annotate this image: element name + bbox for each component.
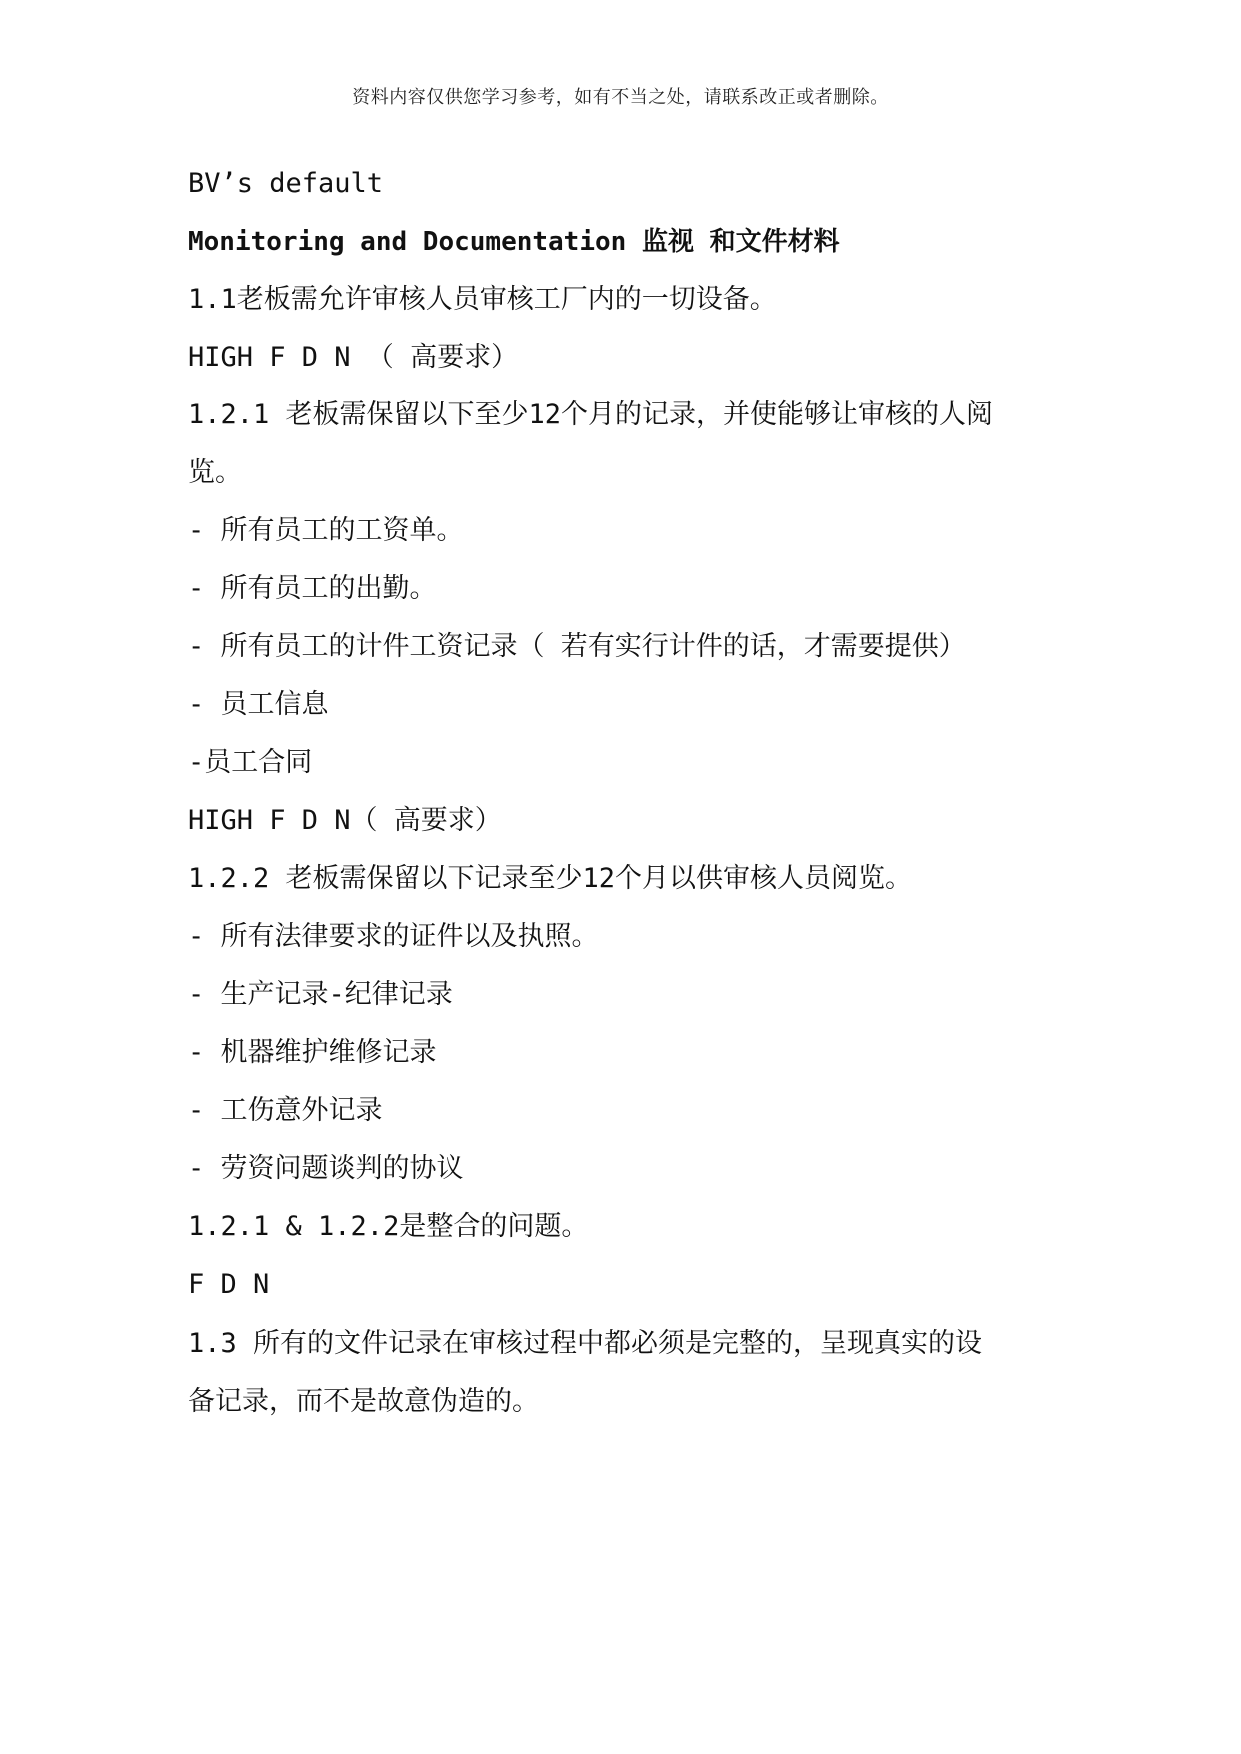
section-heading: Monitoring and Documentation 监视 和文件材料: [188, 227, 840, 257]
list-item: - 所有员工的计件工资记录（ 若有实行计件的话，才需要提供）: [188, 631, 966, 662]
list-item: - 所有员工的工资单。: [188, 515, 464, 546]
list-item: - 员工信息: [188, 689, 329, 720]
list-item: - 机器维护维修记录: [188, 1037, 437, 1068]
list-item: -员工合同: [188, 747, 313, 778]
list-item: - 所有法律要求的证件以及执照。: [188, 921, 599, 952]
doc-line-priority: F D N: [188, 1269, 270, 1300]
doc-line-1-2-2: 1.2.2 老板需保留以下记录至少12个月以供审核人员阅览。: [188, 863, 913, 894]
doc-line-1-2-1-cont: 览。: [188, 457, 242, 488]
doc-line-priority: HIGH F D N （ 高要求）: [188, 342, 519, 373]
list-item: - 所有员工的出勤。: [188, 573, 437, 604]
doc-line-1-3: 1.3 所有的文件记录在审核过程中都必须是完整的，呈现真实的设: [188, 1328, 983, 1359]
header-disclaimer: 资料内容仅供您学习参考，如有不当之处，请联系改正或者删除。: [352, 87, 889, 108]
list-item: - 工伤意外记录: [188, 1095, 383, 1126]
doc-line-1-3-cont: 备记录，而不是故意伪造的。: [188, 1386, 539, 1417]
doc-line-1-2-1: 1.2.1 老板需保留以下至少12个月的记录，并使能够让审核的人阅: [188, 399, 994, 430]
list-item: - 劳资问题谈判的协议: [188, 1153, 464, 1184]
doc-line-note: 1.2.1 & 1.2.2是整合的问题。: [188, 1211, 589, 1242]
doc-line-priority: HIGH F D N（ 高要求）: [188, 805, 502, 836]
doc-line-1-1: 1.1老板需允许审核人员审核工厂内的一切设备。: [188, 284, 777, 315]
list-item: - 生产记录-纪律记录: [188, 979, 453, 1010]
doc-line-standard: BV’s default: [188, 168, 384, 199]
